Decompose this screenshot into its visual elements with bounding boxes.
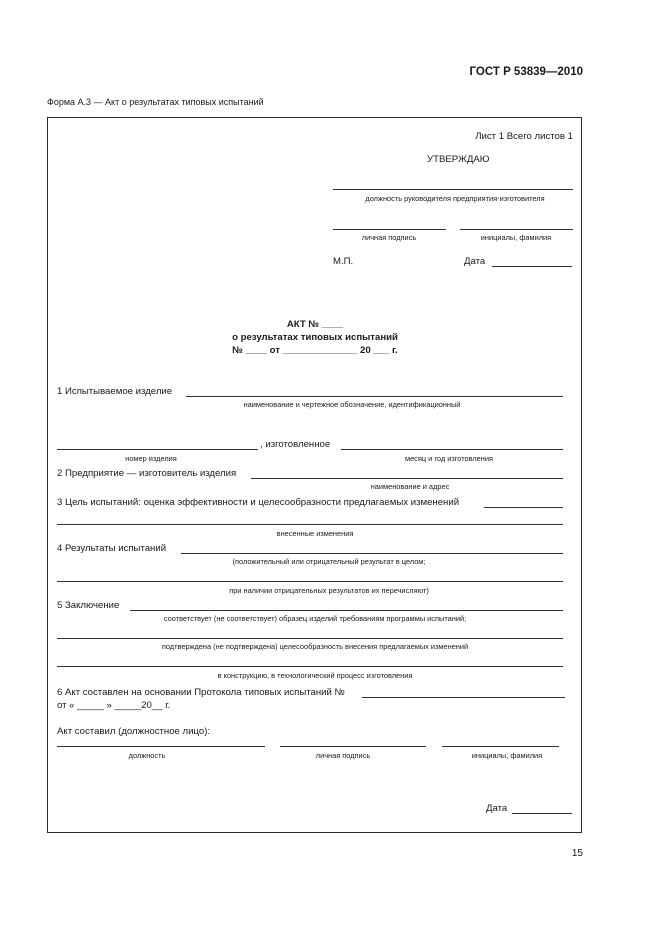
item1-manufactured-label: , изготовленное bbox=[260, 439, 331, 450]
signoff-date-label: Дата bbox=[486, 803, 508, 814]
item1-caption: наименование и чертежное обозначение, идентификационный bbox=[243, 400, 461, 409]
form-caption: Форма А.3 — Акт о результатах типовых испытаний bbox=[47, 97, 264, 107]
item6-date: от « _____ » _____20__ г. bbox=[57, 700, 171, 711]
stamp-label: М.П. bbox=[333, 256, 354, 267]
item2-line bbox=[251, 478, 563, 479]
item1-label: 1 Испытываемое изделие bbox=[57, 386, 173, 397]
signoff-signature-line bbox=[280, 746, 426, 747]
name-line bbox=[460, 229, 573, 230]
item1-date-line bbox=[341, 449, 563, 450]
position-line bbox=[333, 189, 573, 190]
item5-caption2: подтверждена (не подтверждена) целесообразность внесения предлагаемых изменений bbox=[161, 642, 469, 651]
item3-caption: внесенные изменения bbox=[276, 529, 354, 538]
page-number: 15 bbox=[571, 848, 583, 859]
signoff-name-caption: инициалы, фамилия bbox=[471, 751, 543, 760]
sheet-count: Лист 1 Всего листов 1 bbox=[475, 131, 573, 142]
item1-number-line bbox=[57, 449, 258, 450]
item2-caption: наименование и адрес bbox=[370, 482, 450, 491]
item5-line-a bbox=[130, 610, 563, 611]
item3-line-a bbox=[484, 507, 563, 508]
name-caption: инициалы, фамилия bbox=[480, 233, 552, 242]
item4-line-b bbox=[57, 581, 563, 582]
act-title: АКТ № ____ bbox=[286, 319, 344, 330]
act-number-date: № ____ от ______________ 20 ___ г. bbox=[232, 345, 398, 356]
approve-heading: УТВЕРЖДАЮ bbox=[427, 154, 490, 165]
standard-number: ГОСТ Р 53839—2010 bbox=[469, 66, 583, 78]
signoff-position-caption: должность bbox=[128, 751, 166, 760]
item4-label: 4 Результаты испытаний bbox=[57, 543, 167, 554]
item1-line bbox=[186, 396, 563, 397]
approval-date-line bbox=[492, 266, 572, 267]
signature-caption: личная подпись bbox=[361, 233, 417, 242]
item3-label: 3 Цель испытаний: оценка эффективности и целесообразности предлагаемых изменений bbox=[57, 497, 460, 508]
item6-label: 6 Акт составлен на основании Протокола типовых испытаний № bbox=[57, 687, 345, 698]
signoff-date-line bbox=[512, 813, 572, 814]
position-caption: должность руководителя предприятия-изготовителя bbox=[365, 194, 545, 203]
item4-line-a bbox=[181, 553, 563, 554]
item2-label: 2 Предприятие — изготовитель изделия bbox=[57, 468, 237, 479]
item1-date-caption: месяц и год изготовления bbox=[404, 454, 494, 463]
signoff-name-line bbox=[442, 746, 559, 747]
act-subtitle: о результатах типовых испытаний bbox=[232, 332, 398, 343]
item5-caption3: в конструкцию, в технологический процесс изготовления bbox=[217, 671, 413, 680]
item5-line-b bbox=[57, 638, 563, 639]
signature-line bbox=[333, 229, 446, 230]
item4-caption1: (положительный или отрицательный результат в целом; bbox=[232, 557, 426, 566]
approval-date-label: Дата bbox=[464, 256, 486, 267]
item5-line-c bbox=[57, 666, 563, 667]
item4-caption2: при наличии отрицательных результатов их перечисляют) bbox=[229, 586, 429, 595]
signoff-signature-caption: личная подпись bbox=[315, 751, 371, 760]
item5-label: 5 Заключение bbox=[57, 600, 120, 611]
item5-caption1: соответствует (не соответствует) образец изделий требованиям программы испытаний; bbox=[163, 614, 467, 623]
item6-line bbox=[362, 697, 565, 698]
item1-number-caption: номер изделия bbox=[125, 454, 177, 463]
signoff-position-line bbox=[57, 746, 265, 747]
signoff-label: Акт составил (должностное лицо): bbox=[57, 726, 211, 737]
item3-line-b bbox=[57, 524, 563, 525]
